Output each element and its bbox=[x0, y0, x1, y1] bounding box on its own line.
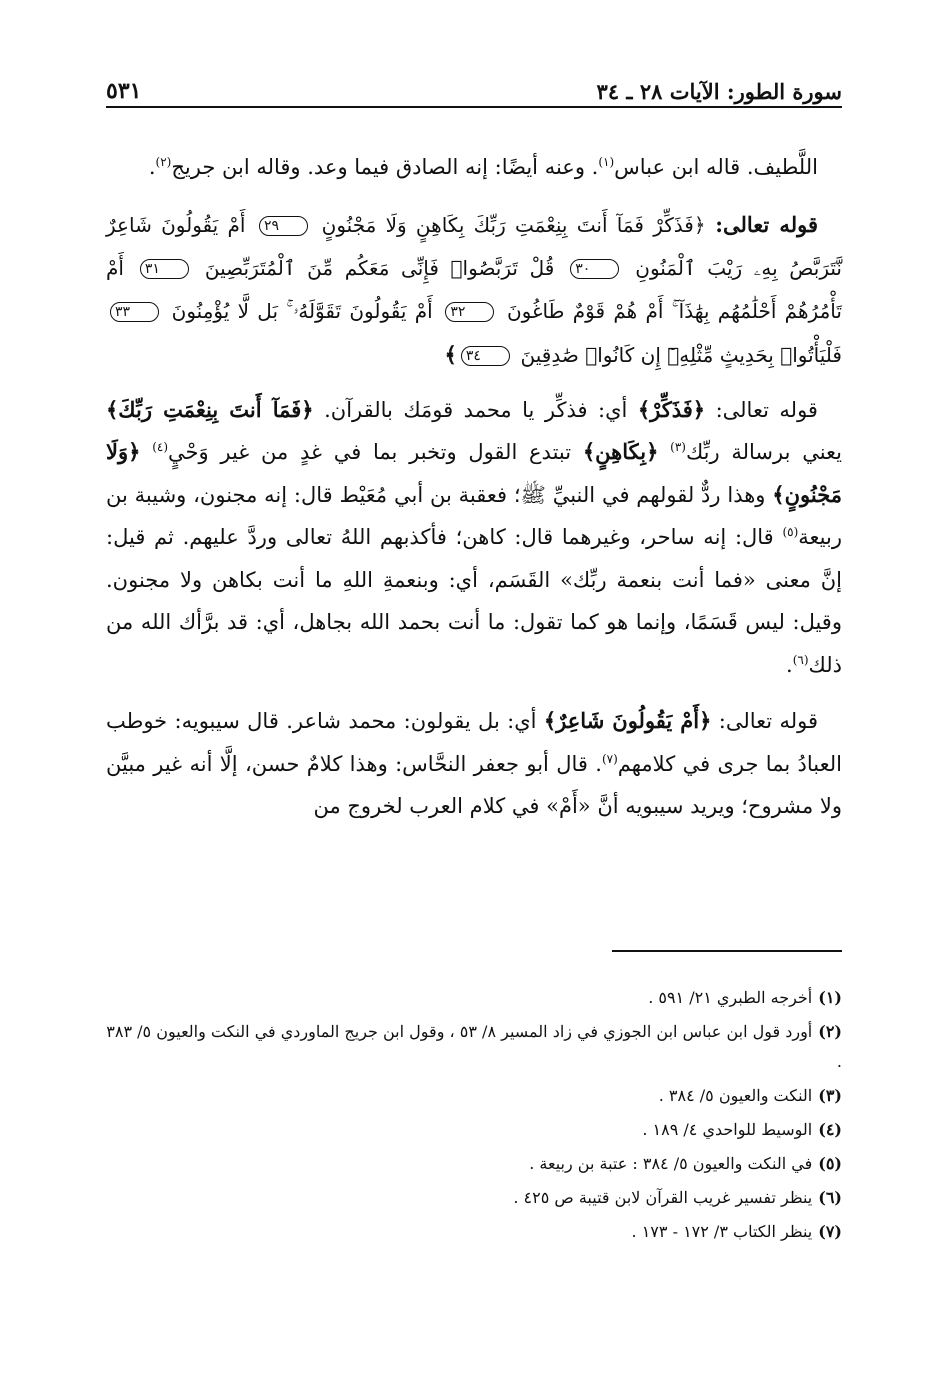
quran-verse: فَلْيَأْتُوا۟ بِحَدِيثٍ مِّثْلِهِۦٓ إِن كَانُوا۟ صَٰدِقِينَ bbox=[520, 342, 842, 367]
footnote bbox=[106, 1217, 842, 1247]
text: أي: فذكِّر يا محمد قومَك بالقرآن. bbox=[324, 397, 628, 422]
ayah-number-marker: ٢٩ bbox=[259, 216, 308, 236]
verse-label: قوله تعالى: bbox=[715, 211, 818, 237]
ayah-number-marker: ٣٠ bbox=[570, 259, 619, 279]
text: . وعنه أيضًا: إنه الصادق فيما وعد. وقاله ابن جريج bbox=[171, 155, 599, 179]
text: يعني برسالة ربِّك bbox=[685, 440, 843, 464]
page-number: ٥٣١ bbox=[106, 78, 142, 104]
footnote-number: (٢) bbox=[818, 1022, 842, 1041]
ayah-number-marker: ٣٤ bbox=[461, 346, 510, 366]
quran-quote: ﴿فَذَكِّرْ﴾ bbox=[637, 396, 706, 422]
footnote-ref: (٣) bbox=[670, 440, 686, 454]
footnote bbox=[106, 1149, 842, 1179]
quran-verse: أَمْ تَأْمُرُهُمْ أَحْلَٰمُهُم بِهَٰذَآ ۚ أَمْ هُمْ قَوْمٌ طَاغُونَ bbox=[106, 255, 842, 323]
paragraph-3 bbox=[106, 700, 842, 828]
verse-block bbox=[106, 203, 842, 377]
quran-verse: أَمْ يَقُولُونَ تَقَوَّلَهُۥ ۚ بَل لَّا يُؤْمِنُونَ bbox=[171, 298, 433, 323]
quran-verse: أَمْ يَقُولُونَ شَاعِرٌ نَّتَرَبَّصُ بِهِۦ رَيْبَ ٱلْمَنُونِ bbox=[106, 212, 843, 280]
footnote-number: (١) bbox=[818, 988, 842, 1007]
quran-quote: ﴿وَلَا مَجْنُونٍ﴾ bbox=[106, 439, 842, 507]
ayah-number-marker: ٣١ bbox=[140, 259, 189, 279]
footnote-number: (٣) bbox=[818, 1086, 842, 1105]
footnote bbox=[106, 1081, 842, 1111]
footnote-number: (٧) bbox=[818, 1222, 842, 1241]
page-header bbox=[106, 68, 842, 104]
quran-quote: ﴿بِكَاهِنٍ﴾ bbox=[582, 439, 659, 464]
footnote-ref: (٢) bbox=[155, 155, 172, 169]
footnote bbox=[106, 1115, 842, 1145]
footnote-number: (٥) bbox=[818, 1154, 842, 1173]
text: قوله تعالى: bbox=[715, 397, 818, 422]
text: . bbox=[786, 652, 793, 677]
quran-quote: ﴿فَمَآ أَنتَ بِنِعْمَتِ رَبِّكَ﴾ bbox=[106, 396, 314, 422]
text: اللَّطيف. قاله ابن عباس bbox=[614, 155, 818, 179]
quran-quote: ﴿أَمْ يَقُولُونَ شَاعِرٌ﴾ bbox=[543, 708, 712, 733]
footnote-text: ينظر تفسير غريب القرآن لابن قتيبة ص ٤٢٥ . bbox=[513, 1188, 813, 1207]
footnote-ref: (٦) bbox=[792, 652, 809, 667]
ayah-number-marker: ٣٣ bbox=[110, 302, 159, 322]
footnote-text: أورد قول ابن عباس ابن الجوزي في زاد المسير ٨/ ٥٣ ، وقول ابن جريج الماوردي في النكت والعيون ٥/ ٣٨٣ . bbox=[106, 1022, 842, 1071]
footnote-ref: (٥) bbox=[782, 525, 799, 539]
text: . قال أبو جعفر النحَّاس: وهذا كلامٌ حسن، إلَّا أنه غير مبيَّن ولا مشروح؛ ويريد سيبويه أنَّ «أَمْ» في كلام العرب لخروج من bbox=[106, 751, 842, 818]
main-text bbox=[106, 146, 842, 842]
paragraph-1 bbox=[106, 146, 842, 189]
text: . bbox=[148, 155, 156, 179]
text: قال: إنه ساحر، وغيرهما قال: كاهن؛ فأكذبهم اللهُ تعالى وردَّ عليهم. ثم قيل: إنَّ معنى «فما أنت بنعمة ربِّك» القَسَم، أي: وبنعمةِ اللهِ ما أنت بكاهن ولا مجنون. وقيل: ليس قَسَمًا، وإنما هو كما تقول: ما أنت بحمد الله بجاهل، أي: قد برَّأك الله من ذلك bbox=[106, 525, 842, 677]
text: وهذا ردٌّ لقولهم في النبيِّ ﷺ؛ فعقبة بن أبي مُعَيْط قال: إنه مجنون، وشيبة بن ربيعة bbox=[106, 482, 842, 549]
running-title: سورة الطور: الآيات ٢٨ ـ ٣٤ bbox=[596, 79, 842, 104]
paragraph-2 bbox=[106, 389, 842, 687]
footnote-text: الوسيط للواحدي ٤/ ١٨٩ . bbox=[642, 1120, 813, 1139]
footnote-ref: (٧) bbox=[601, 751, 618, 766]
closing-brace: ﴾ bbox=[444, 341, 457, 367]
footnote-ref: (١) bbox=[598, 155, 615, 169]
footnote-text: في النكت والعيون ٥/ ٣٨٤ : عتبة بن ربيعة . bbox=[529, 1154, 813, 1173]
text: أي: بل يقولون: محمد شاعر. قال سيبويه: خوطب العبادُ بما جرى في كلامهم bbox=[106, 709, 842, 776]
footnote-ref: (٤) bbox=[152, 440, 169, 454]
header-rule bbox=[106, 106, 842, 108]
footnote bbox=[106, 983, 842, 1013]
quran-verse: قُلْ تَرَبَّصُوا۟ فَإِنِّى مَعَكُم مِّنَ ٱلْمُتَرَبِّصِينَ bbox=[204, 255, 555, 280]
footnote-text: ينظر الكتاب ٣/ ١٧٢ - ١٧٣ . bbox=[631, 1222, 813, 1241]
ayah-number-marker: ٣٢ bbox=[445, 302, 494, 322]
footnote-number: (٦) bbox=[818, 1188, 842, 1207]
footnote bbox=[106, 1183, 842, 1213]
footnote-separator bbox=[612, 950, 842, 952]
footnote bbox=[106, 1017, 842, 1077]
quran-verse: ﴿فَذَكِّرْ فَمَآ أَنتَ بِنِعْمَتِ رَبِّكَ بِكَاهِنٍ وَلَا مَجْنُونٍ bbox=[321, 212, 706, 237]
footnotes bbox=[106, 983, 842, 1251]
footnote-text: أخرجه الطبري ٢١/ ٥٩١ . bbox=[648, 988, 813, 1007]
footnote-number: (٤) bbox=[818, 1120, 842, 1139]
footnote-text: النكت والعيون ٥/ ٣٨٤ . bbox=[658, 1086, 813, 1105]
text: قوله تعالى: bbox=[718, 709, 818, 733]
text: تبتدع القول وتخبر بما في غدٍ من غير وَحْيٍ bbox=[168, 440, 572, 464]
